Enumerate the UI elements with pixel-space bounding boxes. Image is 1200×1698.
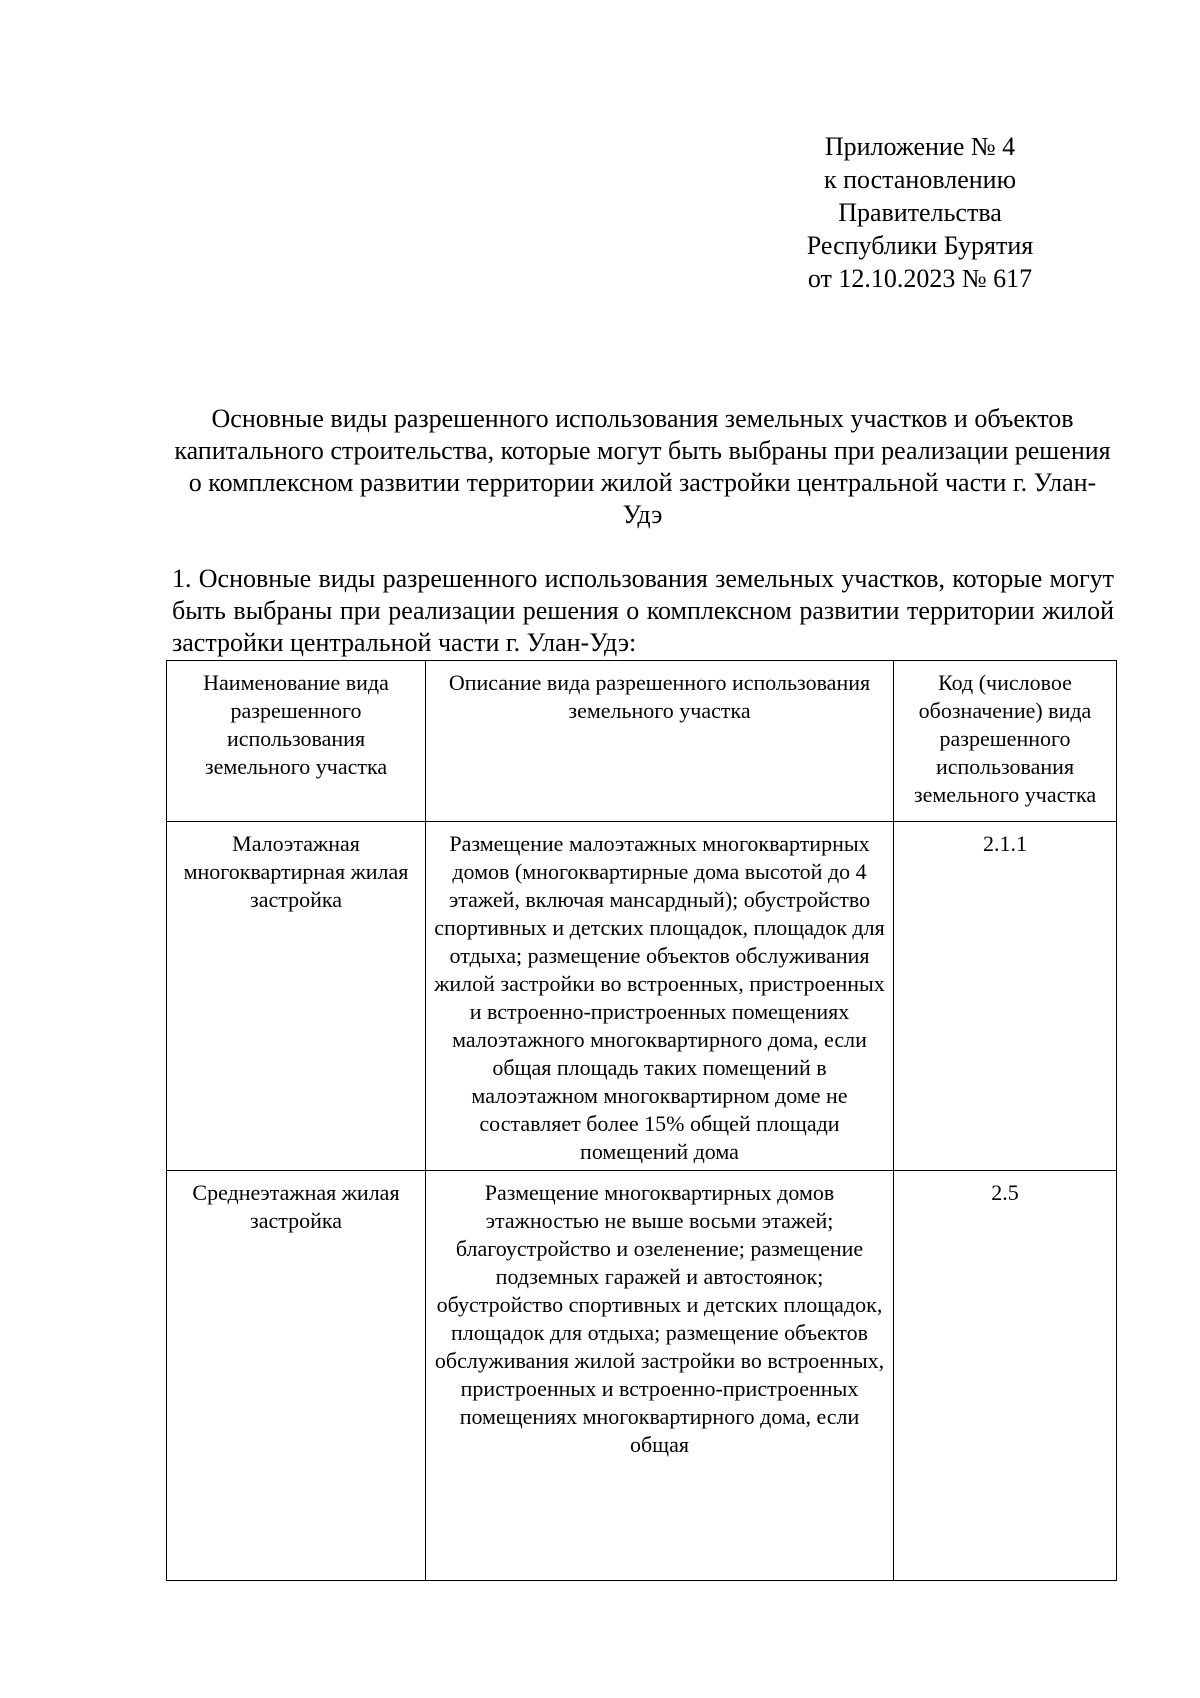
- header-code: Код (числовое обозначение) вида разрешенного использования земельного участка: [894, 661, 1117, 822]
- appendix-block: [770, 130, 1070, 295]
- appendix-line: Приложение № 4: [824, 132, 1016, 161]
- cell-code: 2.5: [894, 1171, 1117, 1581]
- cell-description: Размещение многоквартирных домов этажностью не выше восьми этажей; благоустройство и озеленение; размещение подземных гаражей и автостоянок; обустройство спортивных и детских площадок, площадок для отдыха; размещение объектов обслуживания жилой застройки во встроенных, пристроенных и встроенно-пристроенных помещениях многоквартирного дома, если общая: [426, 1171, 894, 1581]
- header-description: Описание вида разрешенного использования земельного участка: [426, 661, 894, 822]
- cell-description: Размещение малоэтажных многоквартирных домов (многоквартирные дома высотой до 4 этажей, включая мансардный); обустройство спортивных и детских площадок, площадок для отдыха; размещение объектов обслуживания жилой застройки во встроенных, пристроенных и встроенно-пристроенных помещениях малоэтажного многоквартирного дома, если общая площадь таких помещений в малоэтажном многоквартирном доме не составляет более 15% общей площади помещений дома: [426, 822, 894, 1171]
- table-row: [167, 822, 1117, 1171]
- appendix-line: Республики Бурятия: [806, 231, 1034, 260]
- appendix-line: к постановлению: [823, 165, 1017, 194]
- section-heading: 1. Основные виды разрешенного использования земельных участков, которые могут быть выбраны при реализации решения о комплексном развитии территории жилой застройки центральной части г. Улан-Удэ:: [172, 564, 1114, 657]
- table-header-row: [167, 661, 1117, 822]
- cell-name: Среднеэтажная жилая застройка: [167, 1171, 426, 1581]
- permitted-use-table: [166, 660, 1117, 1581]
- table-row: [167, 1171, 1117, 1581]
- header-name: Наименование вида разрешенного использования земельного участка: [167, 661, 426, 822]
- document-title: Основные виды разрешенного использования земельных участков и объектов капитального строительства, которые могут быть выбраны при реализации решения о комплексном развитии территории жилой застройки центральной части г. Улан-Удэ: [174, 404, 1111, 529]
- appendix-line: Правительства: [838, 198, 1002, 227]
- cell-code: 2.1.1: [894, 822, 1117, 1171]
- cell-name: Малоэтажная многоквартирная жилая застройка: [167, 822, 426, 1171]
- appendix-line: от 12.10.2023 № 617: [807, 264, 1033, 293]
